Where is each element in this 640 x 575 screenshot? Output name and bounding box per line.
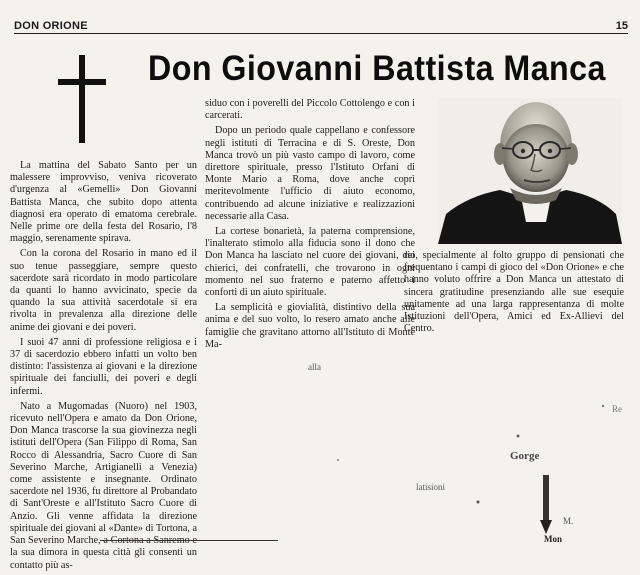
article-column-3 bbox=[404, 250, 624, 338]
paragraph: Dopo un periodo quale cappellano e confessore negli istituti di Terracina e di S. Oreste, Don Manca trovò un più vasto campo di lavoro, come direttore spirituale, presso l'Istituto Orfani di Monte Mario a Roma, dove anche coprì meritevolmente l'ufficio di aiuto economo, contribuendo ad alcune iniziative e realizzazioni necessarie alla Casa. bbox=[205, 125, 415, 222]
bleed-text: latisioni bbox=[416, 482, 445, 492]
paragraph: La semplicità e giovialità, distintivo della sua anima e del suo volto, lo resero amato anche alle famiglie che gravitano attorno all'Istituto di Monte Ma- bbox=[205, 302, 415, 350]
portrait-photo bbox=[438, 98, 622, 244]
bleed-through-area bbox=[298, 340, 640, 545]
page-number: 15 bbox=[615, 20, 628, 32]
section-header: DON ORIONE bbox=[14, 20, 88, 32]
paragraph: La cortese bonarietà, la paterna comprensione, l'inalterato stimolo alla fiducia sono il dono che Don Manca ha lasciato nel cuore dei giovani, dei chierici, dei confratelli, che trovarono in ogni momento nel suo fraterno e paterno affetto i conforti di un aiuto spirituale. bbox=[205, 226, 415, 299]
bleed-text: Re bbox=[612, 404, 622, 414]
article-column-2 bbox=[205, 98, 415, 354]
bleed-text: Gorge bbox=[510, 450, 540, 462]
portrait-priest-image bbox=[438, 98, 622, 244]
bleed-text: Mon bbox=[544, 534, 562, 544]
article-column-1 bbox=[10, 160, 197, 575]
paragraph: Con la corona del Rosario in mano ed il suo tenue passeggiare, sempre questo sacerdote sarà ricordato in modo particolare da quanti lo hanno avvicinato, specie da quando la sua attività sacerdotale si era rivolta in prevalenza alla direzione delle anime dei giovani e dei poveri. bbox=[10, 248, 197, 333]
bleed-marks bbox=[298, 340, 640, 545]
bleed-text: alla bbox=[308, 362, 321, 372]
header-rule bbox=[14, 33, 628, 34]
paragraph: siduo con i poverelli del Piccolo Cottolengo e con i carcerati. bbox=[205, 98, 415, 122]
paragraph: La mattina del Sabato Santo per un malessere improvviso, veniva ricoverato d'urgenza al «Gemelli» Don Giovanni Battista Manca, che subito dopo attenta diagnosi era operato di ematoma cerebrale. Nelle prime ore della festa del Rosario, l'8 maggio, serenamente spirava. bbox=[10, 160, 197, 245]
article-title: Don Giovanni Battista Manca bbox=[148, 49, 606, 88]
paragraph: Nato a Mugomadas (Nuoro) nel 1903, ricevuto nell'Opera e amato da Don Orione, Don Manca trascorse la sua giovinezza negli istituti dell'Opera (San Filippo di Roma, San Rocco di Alessandria, Sacro Cuore di San Severino Marche, Artigianelli a Venezia) come assistente e insegnante. Ordinato sacerdote nel 1936, fu direttore al Probandato di Sant'Oreste e all'Istituto Sacro Cuore di Anzio. Gli venne affidata la direzione spirituale dei giovani al «Dante» di Tortona, a San Severino Marche, a Cortona a Sanremo e la sua dimora in questa città gli consentì un contatto più as- bbox=[10, 400, 197, 571]
paragraph: rio, specialmente al folto gruppo di pensionati che frequentano i campi di gioco del «Don Orione» e che hanno voluto offrire a Don Manca un attestato di sincera gratitudine presenziando alle sue esequie unitamente ad una larga rappresentanza di molte Istituzioni dell'Opera, Amici ed Ex-Allievi del Centro. bbox=[404, 250, 624, 335]
cross-icon bbox=[58, 55, 106, 143]
bottom-rule bbox=[100, 540, 278, 541]
bleed-text: M. bbox=[563, 516, 574, 526]
paragraph: I suoi 47 anni di professione religiosa e i 37 di sacerdozio ebbero infatti un volto ben distinto: l'assistenza ai giovani e la direzione spirituale dei fanciulli, dei poveri e degli infermi. bbox=[10, 336, 197, 397]
